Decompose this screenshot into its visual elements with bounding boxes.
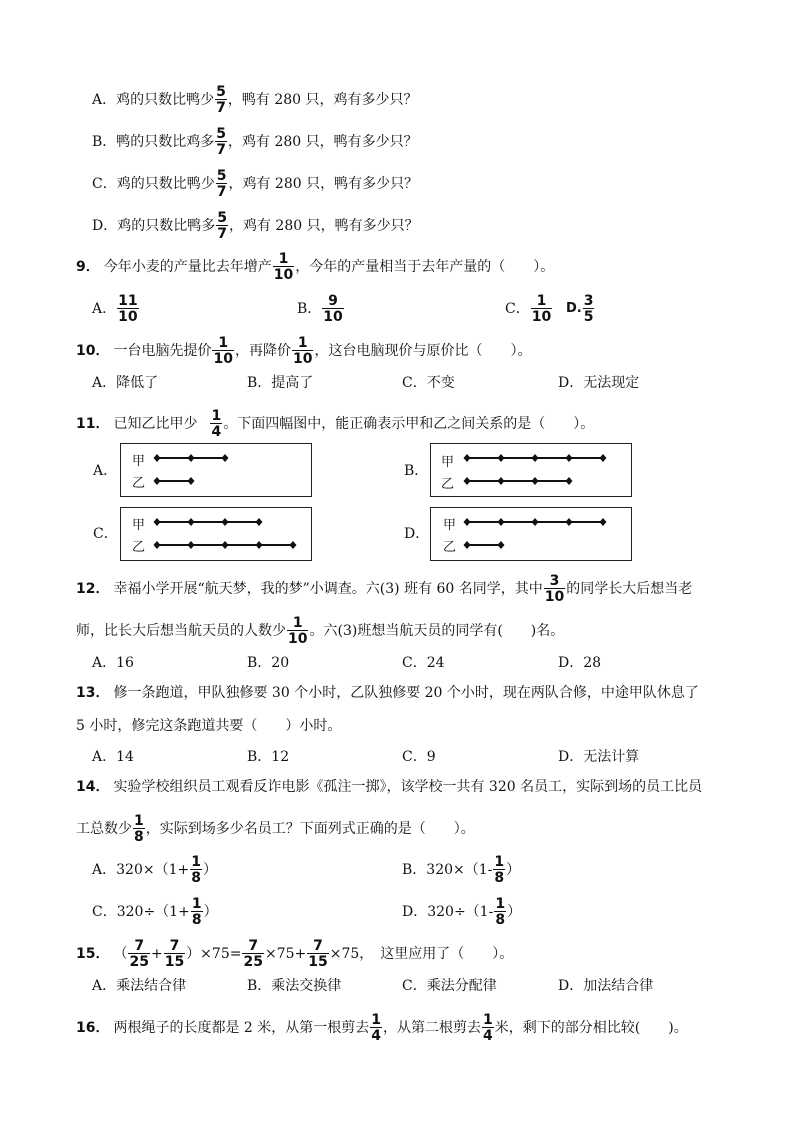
- jia-point-marker: [600, 454, 607, 462]
- q14-option-a[interactable]: [92, 855, 217, 885]
- yi-label: 乙: [132, 540, 146, 555]
- jia-label: 甲: [441, 455, 455, 470]
- jia-point-marker: [498, 518, 505, 526]
- q15-number: 15．: [76, 946, 110, 962]
- q12-stem-line1: [76, 574, 692, 604]
- q16-text-mid: ，从第二根剪去: [383, 1020, 482, 1036]
- jia-point-marker: [188, 454, 195, 462]
- q12-text-line2: 师，比长大后想当航天员的人数少: [76, 623, 286, 639]
- q12-stem-line2: [76, 616, 564, 646]
- q11-text: 已知乙比甲少: [113, 416, 198, 432]
- jia-point-marker: [532, 518, 539, 526]
- option-label: C．: [505, 301, 530, 317]
- q16-text: 两根绳子的长度都是 2 米，从第一根剪去: [113, 1020, 370, 1036]
- q11-diagram-c: [121, 508, 311, 560]
- q11-option-c-label: C．: [93, 526, 118, 542]
- q13-option-c[interactable]: C．9: [402, 749, 436, 765]
- q8-b-text-post: ，鸡有 280 只，鸭有多少只？: [228, 134, 418, 150]
- option-label: B．: [297, 301, 322, 317]
- q15-option-c[interactable]: C．乘法分配律: [402, 978, 497, 994]
- fraction: $\frac{7}{15}$: [308, 938, 328, 970]
- q15-stem: [76, 939, 513, 969]
- q9-option-d[interactable]: [566, 294, 595, 324]
- jia-point-marker: [600, 518, 607, 526]
- yi-point-marker: [154, 477, 161, 485]
- q8-d-label: D．: [92, 218, 118, 234]
- jia-point-marker: [154, 518, 161, 526]
- jia-point-marker: [464, 518, 471, 526]
- yi-point-marker: [464, 541, 471, 549]
- fraction: $\frac{7}{25}$: [243, 938, 263, 970]
- q11-text-post: 。下面四幅图中，能正确表示甲和乙之间关系的是（ ）。: [223, 416, 595, 432]
- option-expr: 320÷（1-: [427, 904, 494, 920]
- option-close: ）: [202, 862, 217, 878]
- yi-point-marker: [532, 477, 539, 485]
- yi-label: 乙: [441, 477, 455, 492]
- option-close: ）: [507, 904, 522, 920]
- option-label: B．: [402, 862, 427, 878]
- jia-point-marker: [154, 454, 161, 462]
- q15-close: ）×75=: [186, 946, 242, 962]
- jia-point-marker: [532, 454, 539, 462]
- fraction: $\frac{1}{4}$: [211, 408, 222, 440]
- yi-label: 乙: [132, 476, 146, 491]
- q8-d-text: 鸡的只数比鸭多: [117, 218, 216, 234]
- q10-option-a[interactable]: A．降低了: [92, 375, 159, 391]
- q11-option-d[interactable]: [430, 507, 632, 561]
- q10-text-post: ，这台电脑现价与原价比（ ）。: [314, 343, 532, 359]
- fraction: $\frac{1}{10}$: [292, 335, 313, 367]
- yi-point-marker: [566, 477, 573, 485]
- q10-stem: [76, 336, 531, 366]
- q13-text-line2: 5 小时，修完这条跑道共要（ ）小时。: [76, 718, 342, 734]
- fraction: $\frac{1}{4}$: [483, 1012, 493, 1044]
- q8-option-a[interactable]: [92, 85, 418, 115]
- q16-text-post: 米，剩下的部分相比较( )。: [494, 1020, 688, 1036]
- q16-stem: [76, 1013, 688, 1043]
- fraction: $\frac{7}{15}$: [164, 938, 185, 970]
- q14-option-c[interactable]: [92, 897, 218, 927]
- fraction: $\frac{5}{7}$: [216, 126, 227, 158]
- option-expr: 320÷（1+: [116, 904, 190, 920]
- q10-text-mid: ，再降价: [234, 343, 291, 359]
- jia-point-marker: [566, 454, 573, 462]
- q11-option-d-label: D．: [404, 526, 430, 542]
- q13-text: 修一条跑道，甲队独修要 30 个小时，乙队独修要 20 个小时，现在两队合修，中途甲队休息了: [113, 685, 699, 701]
- yi-point-marker: [290, 541, 297, 549]
- option-label: D.: [566, 301, 582, 316]
- q13-option-b[interactable]: B．12: [247, 749, 290, 765]
- option-label: C．: [92, 904, 117, 920]
- jia-point-marker: [222, 454, 229, 462]
- q12-option-b[interactable]: B．20: [247, 655, 290, 671]
- yi-point-marker: [498, 477, 505, 485]
- q8-a-text: 鸡的只数比鸭少: [116, 92, 215, 108]
- option-label: D．: [402, 904, 428, 920]
- q13-stem-line1: [76, 683, 699, 703]
- fraction: $\frac{3}{5}$: [583, 293, 594, 325]
- fraction: $\frac{11}{10}$: [118, 293, 138, 325]
- yi-point-marker: [498, 541, 505, 549]
- fraction: $\frac{1}{10}$: [213, 335, 233, 367]
- fraction: $\frac{5}{7}$: [216, 84, 226, 116]
- jia-point-marker: [498, 454, 505, 462]
- q10-option-d[interactable]: D．无法现定: [558, 375, 640, 391]
- q11-diagram-b: [431, 444, 631, 496]
- q12-option-a[interactable]: A．16: [92, 655, 134, 671]
- q14-number: 14．: [76, 779, 110, 795]
- jia-label: 甲: [132, 518, 146, 533]
- q14-text-line2: 工总数少: [76, 821, 132, 837]
- q15-open-paren: （: [113, 946, 128, 962]
- q10-text: 一台电脑先提价: [113, 343, 212, 359]
- option-close: ）: [506, 862, 521, 878]
- fraction: $\frac{9}{10}$: [323, 293, 343, 325]
- q10-number: 10．: [76, 343, 110, 359]
- q12-number: 12．: [76, 581, 110, 597]
- fraction: $\frac{3}{10}$: [544, 573, 565, 605]
- q8-c-text-post: ，鸡有 280 只，鸭有多少只？: [228, 176, 419, 192]
- q8-option-c[interactable]: [92, 169, 418, 199]
- q14-option-d[interactable]: [402, 897, 521, 927]
- fraction: $\frac{1}{8}$: [495, 896, 506, 928]
- q10-option-c[interactable]: C．不变: [402, 375, 455, 391]
- q14-option-b[interactable]: [402, 855, 520, 885]
- q13-stem-line2: [76, 716, 341, 736]
- q15-times1: ×75+: [264, 946, 307, 962]
- q9-option-b[interactable]: [297, 294, 345, 324]
- q15-text-post: ， 这里应用了（ ）。: [359, 946, 514, 962]
- q8-option-b[interactable]: [92, 127, 418, 157]
- jia-point-marker: [256, 518, 263, 526]
- jia-point-marker: [464, 454, 471, 462]
- fraction: $\frac{1}{10}$: [288, 615, 308, 647]
- q8-c-text: 鸡的只数比鸭少: [116, 176, 215, 192]
- q12-text: 幸福小学开展“航天梦，我的梦”小调查。六(3) 班有 60 名同学，其中: [113, 581, 543, 597]
- fraction: $\frac{1}{8}$: [191, 896, 202, 928]
- jia-label: 甲: [132, 454, 146, 469]
- q11-diagram-d: [431, 508, 631, 560]
- q9-option-a[interactable]: [92, 294, 140, 324]
- q9-number: 9．: [76, 259, 100, 275]
- q11-option-b-label: B．: [404, 463, 429, 479]
- q15-option-a[interactable]: A．乘法结合律: [92, 978, 187, 994]
- q8-b-text: 鸭的只数比鸡多: [116, 134, 215, 150]
- q15-times2: ×75: [329, 946, 360, 962]
- q8-b-label: B．: [92, 134, 117, 150]
- q11-option-b[interactable]: [430, 443, 632, 497]
- yi-point-marker: [256, 541, 263, 549]
- q15-option-d[interactable]: D．加法结合律: [558, 978, 654, 994]
- option-close: ）: [203, 904, 218, 920]
- jia-point-marker: [566, 518, 573, 526]
- q9-text-post: ，今年的产量相当于去年产量的（ ）。: [295, 259, 555, 275]
- yi-point-marker: [222, 541, 229, 549]
- q11-stem: [76, 409, 594, 439]
- q12-text-post: 的同学长大后想当老: [566, 581, 693, 597]
- fraction: $\frac{1}{4}$: [371, 1012, 382, 1044]
- q8-a-label: A．: [92, 92, 117, 108]
- q13-number: 13．: [76, 685, 110, 701]
- q9-text: 今年小麦的产量比去年增产: [103, 259, 272, 275]
- yi-point-marker: [154, 541, 161, 549]
- q13-option-a[interactable]: A．14: [92, 749, 134, 765]
- q16-number: 16．: [76, 1020, 110, 1036]
- q8-a-text-post: ，鸭有 280 只，鸡有多少只？: [227, 92, 418, 108]
- jia-label: 甲: [443, 518, 457, 533]
- option-expr: 320×（1+: [116, 862, 190, 878]
- fraction: $\frac{5}{7}$: [217, 210, 227, 242]
- option-expr: 320×（1-: [426, 862, 493, 878]
- fraction: $\frac{1}{8}$: [191, 854, 201, 886]
- yi-point-marker: [188, 541, 195, 549]
- fraction: $\frac{5}{7}$: [216, 168, 227, 200]
- fraction: $\frac{1}{8}$: [494, 854, 505, 886]
- q14-stem-line2: [76, 814, 475, 844]
- q8-d-text-post: ，鸡有 280 只，鸭有多少只？: [228, 218, 419, 234]
- q9-stem: [76, 252, 554, 282]
- q13-option-d[interactable]: D．无法计算: [558, 749, 640, 765]
- q8-option-d[interactable]: [92, 211, 419, 241]
- q15-plus: +: [150, 946, 163, 962]
- fraction: $\frac{7}{25}$: [129, 938, 149, 970]
- q11-option-a-label: A．: [93, 463, 118, 479]
- q12-option-c[interactable]: C．24: [402, 655, 445, 671]
- yi-point-marker: [188, 477, 195, 485]
- fraction: $\frac{1}{8}$: [134, 813, 144, 845]
- q12-text-line2-post: 。六(3)班想当航天员的同学有( )名。: [309, 623, 565, 639]
- q11-option-a[interactable]: [120, 443, 312, 497]
- q9-option-c[interactable]: [505, 294, 553, 324]
- q11-number: 11．: [76, 416, 110, 432]
- q12-option-d[interactable]: D．28: [558, 655, 602, 671]
- q14-text-line2-post: ，实际到场多少名员工？下面列式正确的是（ ）。: [145, 821, 475, 837]
- q8-c-label: C．: [92, 176, 117, 192]
- q11-diagram-a: [121, 444, 311, 496]
- yi-point-marker: [464, 477, 471, 485]
- yi-label: 乙: [443, 540, 457, 555]
- fraction: $\frac{1}{10}$: [273, 251, 294, 283]
- option-label: A．: [92, 862, 117, 878]
- q15-option-b[interactable]: B．乘法交换律: [247, 978, 342, 994]
- jia-point-marker: [222, 518, 229, 526]
- fraction: $\frac{1}{10}$: [531, 293, 552, 325]
- q11-option-c[interactable]: [120, 507, 312, 561]
- option-label: A．: [92, 301, 117, 317]
- jia-point-marker: [188, 518, 195, 526]
- q10-option-b[interactable]: B．提高了: [247, 375, 314, 391]
- q14-text: 实验学校组织员工观看反诈电影《孤注一掷》，该学校一共有 320 名员工，实际到场的员工比员: [113, 779, 703, 795]
- q14-stem-line1: [76, 777, 702, 797]
